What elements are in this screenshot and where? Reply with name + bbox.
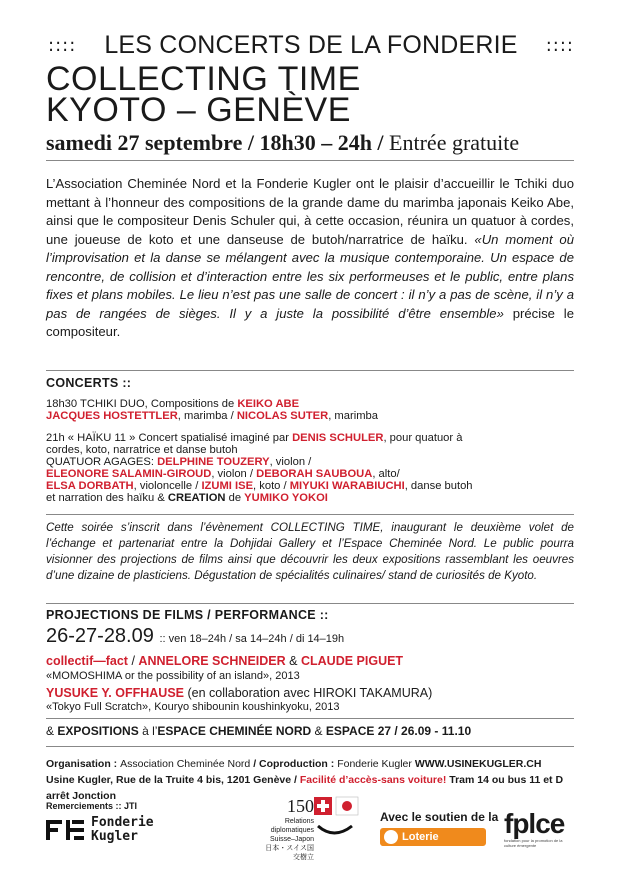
projection-2-work: «Tokyo Full Scratch», Kouryo shibounin koushinkyoku, 2013	[46, 701, 340, 713]
separator: &	[314, 724, 323, 738]
concert-name: TCHIKI DUO	[80, 398, 145, 410]
fonderie-kugler-logo	[46, 816, 176, 846]
event-note: Cette soirée s’inscrit dans l’évènement COLLECTING TIME, inaugurant le deuxième volet de l’échange et partenariat entre la Dohjidai Gallery et l’Espace Cheminée Nord. Le public pourra visionner des projections de films ainsi que découvrir les deux expositions rassemblant les oeuvres d’une dizaine de plasticiens. Dégustation de spécialités culinaires/ stand de curiosités de Kyoto.	[46, 521, 574, 582]
creation-label: CREATION	[167, 492, 226, 504]
performer-role: , koto /	[253, 480, 287, 492]
projection-1-work: «MOMOSHIMA or the possibility of an island», 2013	[46, 670, 300, 682]
relations-caption-jp: 日本・スイス国交樹立	[265, 845, 314, 861]
performer-role: , marimba /	[177, 410, 234, 422]
swiss-japan-flags-icon	[312, 796, 362, 846]
concert-time: 21h	[46, 432, 65, 444]
performer-role: , violon /	[269, 456, 312, 468]
relations-caption: Suisse–Japon	[270, 836, 314, 843]
event-entry: Entrée gratuite	[389, 130, 520, 155]
separator: /	[131, 654, 135, 668]
concert-name: « HAÏKU 11 »	[67, 432, 136, 444]
performer-name: NICOLAS SUTER	[236, 410, 329, 422]
divider	[46, 160, 574, 161]
performer-name: JACQUES HOSTETTLER	[46, 410, 178, 422]
performer-name: YUMIKO YOKOI	[244, 492, 328, 504]
performer-name: MIYUKI WARABIUCHI	[289, 480, 405, 492]
concert-text: et narration des haïku &	[46, 492, 165, 504]
performer-name: ELEONORE SALAMIN-GIROUD	[46, 468, 212, 480]
performer-name: IZUMI ISE	[201, 480, 254, 492]
org-label: Organisation :	[46, 758, 118, 770]
ensemble-name: QUATUOR AGAGES:	[46, 456, 154, 468]
expositions-label: EXPOSITIONS	[57, 724, 139, 738]
support-label: Avec le soutien de la	[380, 810, 499, 824]
dots-right-ornament: ::::	[545, 34, 574, 56]
projection-hours: :: ven 18–24h / sa 14–24h / di 14–19h	[159, 633, 345, 645]
dots-left-ornament: ::::	[48, 34, 77, 56]
fk-line2: Kugler	[91, 829, 138, 844]
divider	[46, 370, 574, 371]
performer-role: , danse butoh	[404, 480, 473, 492]
artist-name: YUSUKE Y. OFFHAUSE	[46, 686, 184, 700]
composer-name: KEIKO ABE	[237, 398, 300, 410]
coprod-label: / Coproduction :	[253, 758, 335, 770]
event-date-line	[46, 130, 576, 156]
relations-caption: Relations diplomatiques	[270, 818, 314, 834]
performer-role: , violoncelle /	[133, 480, 199, 492]
website-link[interactable]: WWW.USINEKUGLER.CH	[414, 758, 542, 770]
fplce-caption: fondation pour la promotion de la culture émergente	[504, 838, 563, 848]
separator: &	[289, 654, 298, 668]
separator: &	[46, 724, 55, 738]
intro-text: L’Association Cheminée Nord et la Fonderie Kugler ont le plaisir d’accueillir le Tchiki duo mettant à l’honneur des compositions de la grande dame du marimba japonais Keiko Abe, ainsi que le compositeur Denis Schuler qui, à cette occasion, réunira un quatuor à cordes, une joueuse de koto et une danseuse de butoh/narratrice de haïku.	[46, 176, 574, 247]
expositions-text: à l’	[142, 724, 158, 738]
concert-instrumentation: cordes, koto, narratrice et danse butoh	[46, 444, 238, 456]
access-note: Facilité d’accès-sans voiture!	[299, 774, 447, 786]
event-date: samedi 27 septembre / 18h30 – 24h /	[46, 130, 384, 155]
event-title-line1: COLLECTING TIME	[46, 60, 361, 98]
intro-paragraph	[46, 175, 574, 342]
performer-name: DELPHINE TOUZERY	[157, 456, 270, 468]
fplce-wordmark: fplce	[504, 808, 565, 839]
concert-2	[46, 432, 574, 504]
composer-name: DENIS SCHULER	[292, 432, 384, 444]
expositions-line	[46, 724, 574, 738]
event-title-line2: KYOTO – GENÈVE	[46, 91, 351, 129]
projection-dates	[46, 625, 344, 648]
projections-title: PROJECTIONS DE FILMS / PERFORMANCE ::	[46, 608, 329, 622]
artist-name: CLAUDE PIGUET	[300, 654, 404, 668]
divider	[46, 603, 574, 604]
concert-time: 18h30	[46, 398, 78, 410]
concert-text: de	[228, 492, 242, 504]
venue-name: ESPACE 27	[325, 724, 392, 738]
artist-collective: collectif—fact	[46, 654, 128, 668]
performer-role: , alto/	[372, 468, 400, 480]
performer-role: , violon /	[211, 468, 253, 480]
fk-mark-icon	[46, 816, 86, 844]
thanks: Remerciements :: JTI	[46, 801, 138, 811]
concert-text: Concert spatialisé imaginé par	[138, 432, 289, 444]
divider	[46, 746, 574, 747]
concert-text: , pour quatuor à	[383, 432, 463, 444]
loterie-romande-badge: Loterie Romande	[380, 828, 486, 846]
org-name: Association Cheminée Nord	[120, 758, 251, 770]
performer-name: ELSA DORBATH	[46, 480, 134, 492]
concert-text: , Compositions de	[144, 398, 235, 410]
transport-info: Tram 14 ou bus 11 et D arrêt Jonction	[46, 774, 564, 802]
projection-2	[46, 686, 574, 700]
intro-end: précise le compositeur.	[46, 305, 574, 339]
concert-1	[46, 398, 574, 422]
venue-name: ESPACE CHEMINÉE NORD	[157, 724, 312, 738]
collaboration-note: (en collaboration avec HIROKI TAKAMURA)	[187, 686, 433, 700]
concerts-title: CONCERTS ::	[46, 376, 132, 390]
projection-1	[46, 654, 574, 668]
divider	[46, 718, 574, 719]
artist-name: ANNELORE SCHNEIDER	[138, 654, 286, 668]
fk-line1: Fonderie	[91, 815, 154, 830]
series-title: LES CONCERTS DE LA FONDERIE	[104, 30, 518, 59]
address: Usine Kugler, Rue de la Truite 4 bis, 1201 Genève /	[46, 774, 297, 786]
performer-name: DEBORAH SAUBOUA	[256, 468, 373, 480]
fplce-logo	[504, 810, 564, 848]
divider	[46, 514, 574, 515]
series-header	[48, 30, 574, 60]
loterie-romande-logo	[380, 810, 499, 861]
expositions-dates: / 26.09 - 11.10	[394, 724, 472, 738]
composer-quote: «Un moment où l’improvisation et la danse se mélangent avec la musique contemporaine. Un espace de rencontre, de collision et d’interaction entre les six performeuses et le public, entre plans fixes et plans mobiles. Le lieu n’est pas une salle de concert : il n’y a pas de scène, il n’y a pas de rangées de sièges. Il y a juste la possibilité d’être ensemble»	[46, 231, 574, 321]
performer-role: , marimba	[328, 410, 378, 422]
projection-date-range: 26-27-28.09	[46, 625, 154, 647]
anniversary-number: 150	[287, 796, 314, 816]
swiss-japan-150-logo	[262, 796, 314, 862]
coprod-name: Fonderie Kugler	[337, 758, 412, 770]
